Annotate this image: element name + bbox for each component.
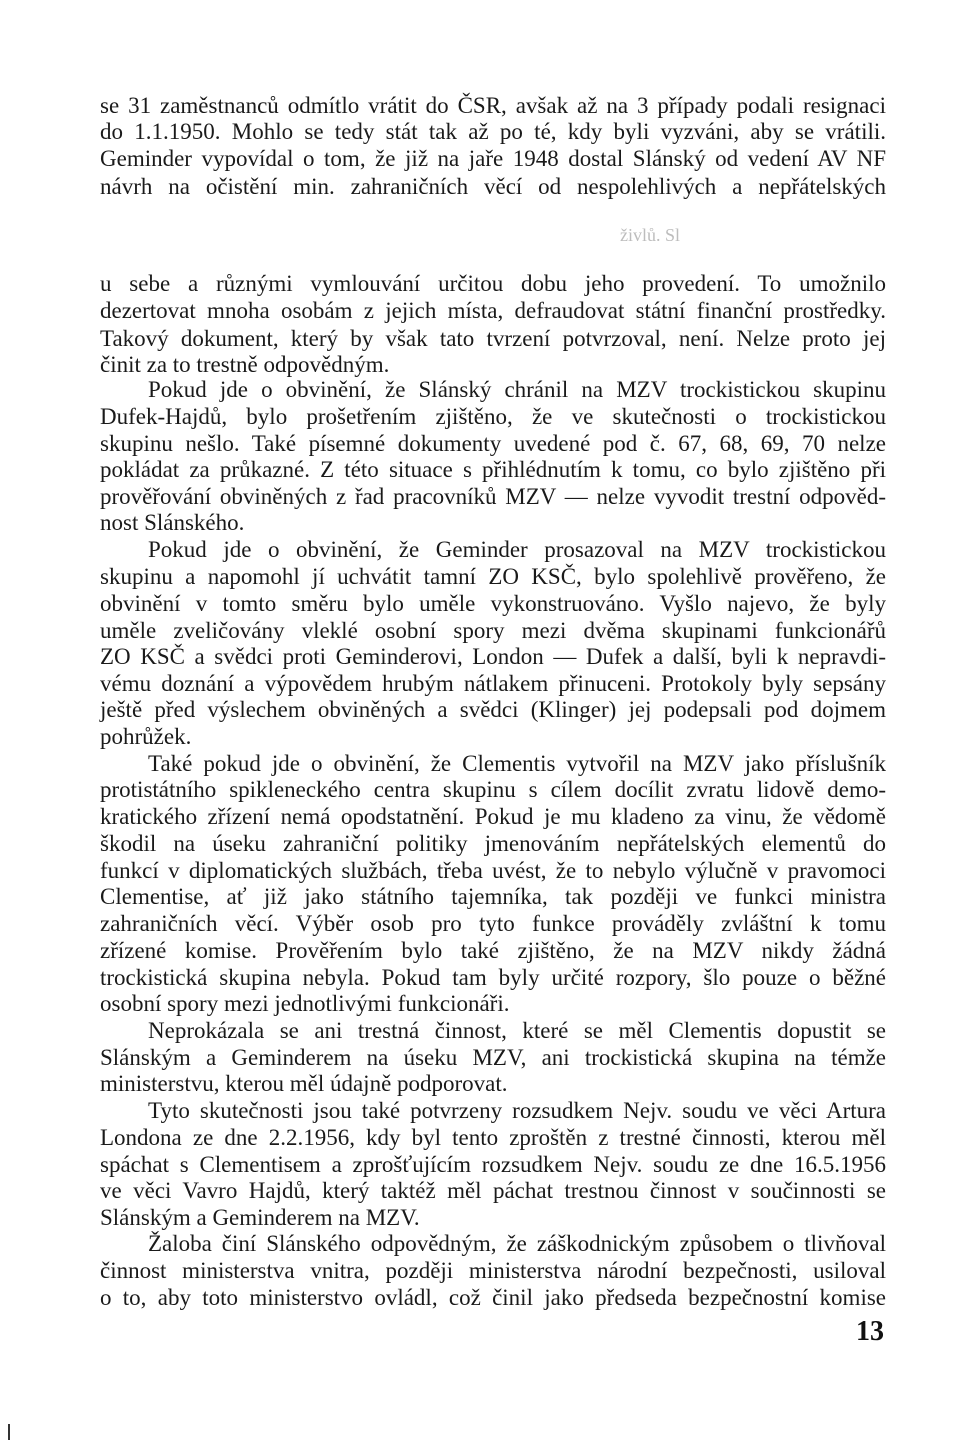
page-number: 13: [856, 1316, 884, 1347]
text-line: Pokud jde o obvinění, že Slánský chránil na MZV trockistickou skupinu: [148, 377, 886, 402]
text-line: o to, aby toto ministerstvo ovládl, což činil jako předseda bezpečnostní komise: [100, 1285, 886, 1310]
text-line: Takový dokument, který by však tato tvrzení potvrzoval, není. Nelze proto jej: [100, 326, 886, 351]
text-line: Geminder vypovídal o tom, že již na jaře 1948 dostal Slánský od vedení AV NF: [100, 146, 886, 171]
text-line: zřízené komise. Prověřením bylo také zjištěno, že na MZV nikdy žádná: [100, 938, 886, 963]
text-line: funkcí v diplomatických službách, třeba uvést, že to nebylo výlučně v pravomoci: [100, 858, 886, 883]
text-line: do 1.1.1950. Mohlo se tedy stát tak až po té, kdy byli vyzváni, aby se vrátili.: [100, 119, 886, 144]
text-line: Slánským a Geminderem na MZV.: [100, 1205, 420, 1230]
text-line: Neprokázala se ani trestná činnost, které se měl Clementis dopustit se: [148, 1018, 886, 1043]
text-line: návrh na očistění min. zahraničních věcí od nespolehlivých a nepřátelských: [100, 174, 886, 199]
text-line: pohrůžek.: [100, 724, 192, 749]
text-line: ZO KSČ a svědci proti Geminderovi, London — Dufek a další, byli k nepravdi-: [100, 644, 886, 669]
text-line: se 31 zaměstnanců odmítlo vrátit do ČSR, avšak až na 3 případy podali resignaci: [100, 93, 886, 118]
text-line: nost Slánského.: [100, 510, 245, 535]
text-line: obvinění v tomto směru bylo uměle vykonstruováno. Vyšlo najevo, že byly: [100, 591, 886, 616]
text-line: zahraničních věcí. Výběr osob pro tyto funkce prováděly zvláštní k tomu: [100, 911, 886, 936]
text-line: Žaloba činí Slánského odpovědným, že záškodnickým způsobem o tlivňoval: [148, 1231, 886, 1256]
obscured-fragment: živlů. Sl: [620, 225, 681, 245]
text-line: Tyto skutečnosti jsou také potvrzeny rozsudkem Nejv. soudu ve věci Artura: [148, 1098, 886, 1123]
text-line: u sebe a různými vymlouvání určitou dobu jeho provedení. To umožnilo: [100, 271, 886, 296]
text-line: Slánským a Geminderem na úseku MZV, ani trockistická skupina na témže: [100, 1045, 886, 1070]
text-line: činit za to trestně odpovědným.: [100, 352, 390, 377]
text-line: spáchat s Clementisem a zprošťujícím rozsudkem Nejv. soudu ze dne 16.5.1956: [100, 1152, 886, 1177]
text-line: skupinu a napomohl jí uchvátit tamní ZO KSČ, bylo spolehlivě prověřeno, že: [100, 564, 886, 589]
text-line: Také pokud jde o obvinění, že Clementis vytvořil na MZV jako příslušník: [148, 751, 886, 776]
text-line: ministerstvu, kterou měl údajně podporovat.: [100, 1071, 508, 1096]
text-line: trockistická skupina nebyla. Pokud tam byly určité rozpory, šlo pouze o běžné: [100, 965, 886, 990]
text-line: Dufek-Hajdů, bylo prošetřením zjištěno, že ve skutečnosti o trockistickou: [100, 404, 886, 429]
text-line: vému doznání a výpovědem hrubým nátlakem přinuceni. Protokoly byly sepsány: [100, 671, 886, 696]
text-line: škodil na úseku zahraniční politiky jmenováním nepřátelských elementů do: [100, 831, 886, 856]
text-line: skupinu nešlo. Také písemné dokumenty uvedené pod č. 67, 68, 69, 70 nelze: [100, 431, 886, 456]
text-line: Londona ze dne 2.2.1956, kdy byl tento zproštěn z trestné činnosti, kterou měl: [100, 1125, 886, 1150]
scan-edge-mark: [8, 1424, 10, 1440]
text-line: Pokud jde o obvinění, že Geminder prosazoval na MZV trockistickou: [148, 537, 886, 562]
text-line: uměle zveličovány vleklé osobní spory mezi dvěma skupinami funkcionářů: [100, 618, 886, 643]
text-line: činnost ministerstva vnitra, později ministerstva národní bezpečnosti, usiloval: [100, 1258, 886, 1283]
text-line: ještě před výslechem obviněných a svědci (Klinger) jej podepsali pod dojmem: [100, 697, 886, 722]
obscured-text-band: [100, 200, 886, 256]
text-line: Clementise, ať již jako státního tajemníka, tak později ve funkci ministra: [100, 884, 886, 909]
text-line: ve věci Vavro Hajdů, který taktéž měl páchat trestnou činnost v součinnosti se: [100, 1178, 886, 1203]
text-line: protistátního spikleneckého centra skupinu s cílem docílit zvratu lidově demo-: [100, 777, 886, 802]
text-line: kratického zřízení nemá opodstatnění. Pokud je mu kladeno za vinu, že vědomě: [100, 804, 886, 829]
text-line: prověřování obviněných z řad pracovníků MZV — nelze vyvodit trestní odpověd-: [100, 484, 886, 509]
text-line: osobní spory mezi jednotlivými funkcionáři.: [100, 991, 510, 1016]
text-line: dezertovat mnoha osobám z jejich místa, defraudovat státní finanční prostředky.: [100, 298, 886, 323]
text-line: pokládat za průkazné. Z této situace s přihlédnutím k tomu, co bylo zjištěno při: [100, 457, 886, 482]
